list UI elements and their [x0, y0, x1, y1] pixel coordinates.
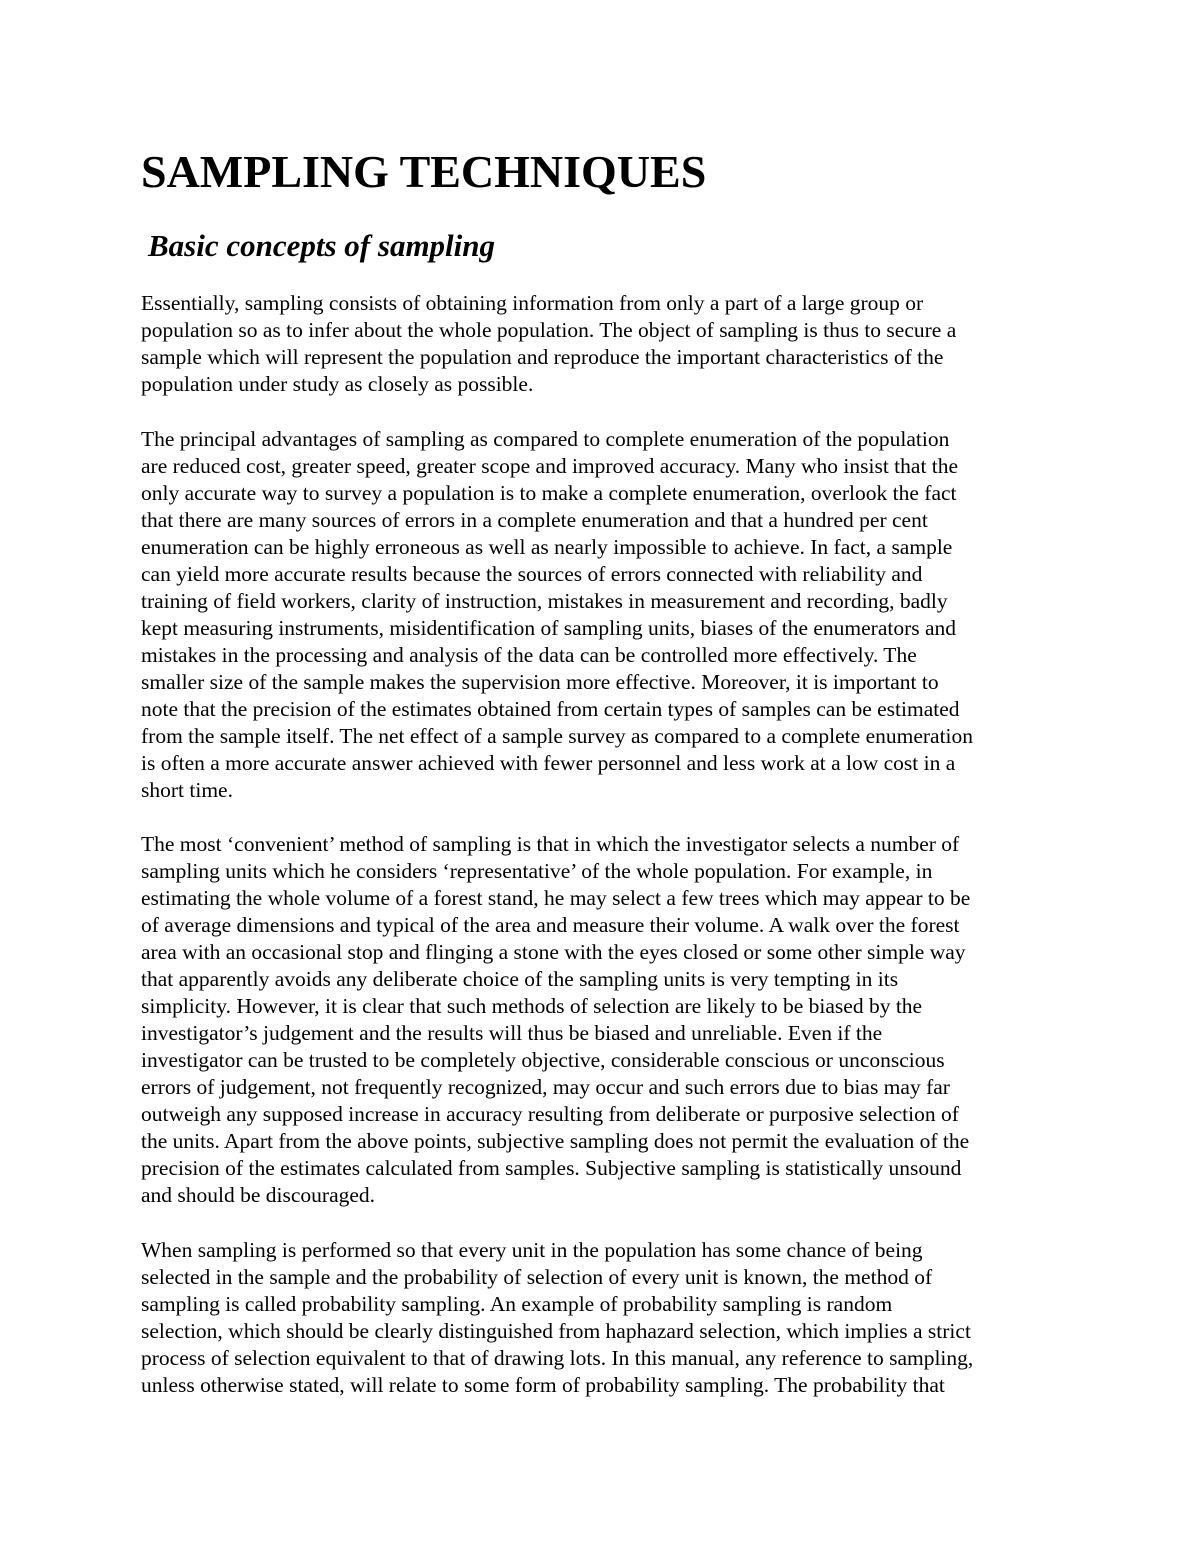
text-line: area with an occasional stop and flinging a stone with the eyes closed or some other simple way [141, 940, 966, 964]
page-title: SAMPLING TECHNIQUES [141, 146, 707, 197]
text-line: sampling units which he considers ‘representative’ of the whole population. For example, in [141, 859, 933, 883]
text-line: sample which will represent the population and reproduce the important characteristics of the [141, 345, 944, 369]
text-line: of average dimensions and typical of the area and measure their volume. A walk over the forest [141, 913, 960, 937]
paragraph-advantages [141, 426, 973, 804]
text-line: process of selection equivalent to that of drawing lots. In this manual, any reference to sampling, [141, 1346, 974, 1370]
text-line: outweigh any supposed increase in accuracy resulting from deliberate or purposive selection of [141, 1102, 959, 1126]
paragraph-definition [141, 290, 956, 398]
text-line: sampling is called probability sampling. An example of probability sampling is random [141, 1292, 893, 1316]
text-line: can yield more accurate results because the sources of errors connected with reliability and [141, 562, 923, 586]
text-line: investigator’s judgement and the results will thus be biased and unreliable. Even if the [141, 1021, 883, 1045]
text-line: Essentially, sampling consists of obtaining information from only a part of a large group or [141, 291, 924, 315]
text-line: selection, which should be clearly distinguished from haphazard selection, which implies a strict [141, 1319, 971, 1343]
text-line: population under study as closely as possible. [141, 372, 534, 396]
text-line: population so as to infer about the whole population. The object of sampling is thus to secure a [141, 318, 957, 342]
paragraph-probability-sampling [141, 1237, 973, 1399]
text-line: simplicity. However, it is clear that such methods of selection are likely to be biased by the [141, 994, 923, 1018]
text-line: unless otherwise stated, will relate to some form of probability sampling. The probability that [141, 1373, 945, 1397]
text-line: that there are many sources of errors in a complete enumeration and that a hundred per cent [141, 508, 928, 532]
text-line: from the sample itself. The net effect of a sample survey as compared to a complete enumeration [141, 724, 974, 748]
text-line: short time. [141, 778, 233, 802]
text-line: The most ‘convenient’ method of sampling is that in which the investigator selects a number of [141, 832, 960, 856]
text-line: is often a more accurate answer achieved with fewer personnel and less work at a low cost in a [141, 751, 956, 775]
text-line: only accurate way to survey a population is to make a complete enumeration, overlook the fact [141, 481, 957, 505]
text-line: training of field workers, clarity of instruction, mistakes in measurement and recording, badly [141, 589, 948, 613]
text-line: and should be discouraged. [141, 1183, 376, 1207]
text-line: note that the precision of the estimates obtained from certain types of samples can be estimated [141, 697, 960, 721]
text-line: that apparently avoids any deliberate choice of the sampling units is very tempting in its [141, 967, 899, 991]
text-line: investigator can be trusted to be completely objective, considerable conscious or unconscious [141, 1048, 945, 1072]
text-line: errors of judgement, not frequently recognized, may occur and such errors due to bias may far [141, 1075, 950, 1099]
text-line: the units. Apart from the above points, subjective sampling does not permit the evaluation of the [141, 1129, 970, 1153]
text-line: precision of the estimates calculated from samples. Subjective sampling is statistically unsound [141, 1156, 962, 1180]
text-line: smaller size of the sample makes the supervision more effective. Moreover, it is important to [141, 670, 939, 694]
text-line: The principal advantages of sampling as compared to complete enumeration of the population [141, 427, 950, 451]
text-line: kept measuring instruments, misidentification of sampling units, biases of the enumerators and [141, 616, 957, 640]
text-line: selected in the sample and the probability of selection of every unit is known, the method of [141, 1265, 933, 1289]
section-heading: Basic concepts of sampling [148, 228, 496, 263]
text-line: estimating the whole volume of a forest stand, he may select a few trees which may appear to be [141, 886, 971, 910]
text-line: When sampling is performed so that every unit in the population has some chance of being [141, 1238, 923, 1262]
text-line: enumeration can be highly erroneous as well as nearly impossible to achieve. In fact, a sample [141, 535, 953, 559]
text-line: mistakes in the processing and analysis of the data can be controlled more effectively. The [141, 643, 917, 667]
text-line: are reduced cost, greater speed, greater scope and improved accuracy. Many who insist that the [141, 454, 959, 478]
paragraph-convenient-method [141, 831, 970, 1209]
